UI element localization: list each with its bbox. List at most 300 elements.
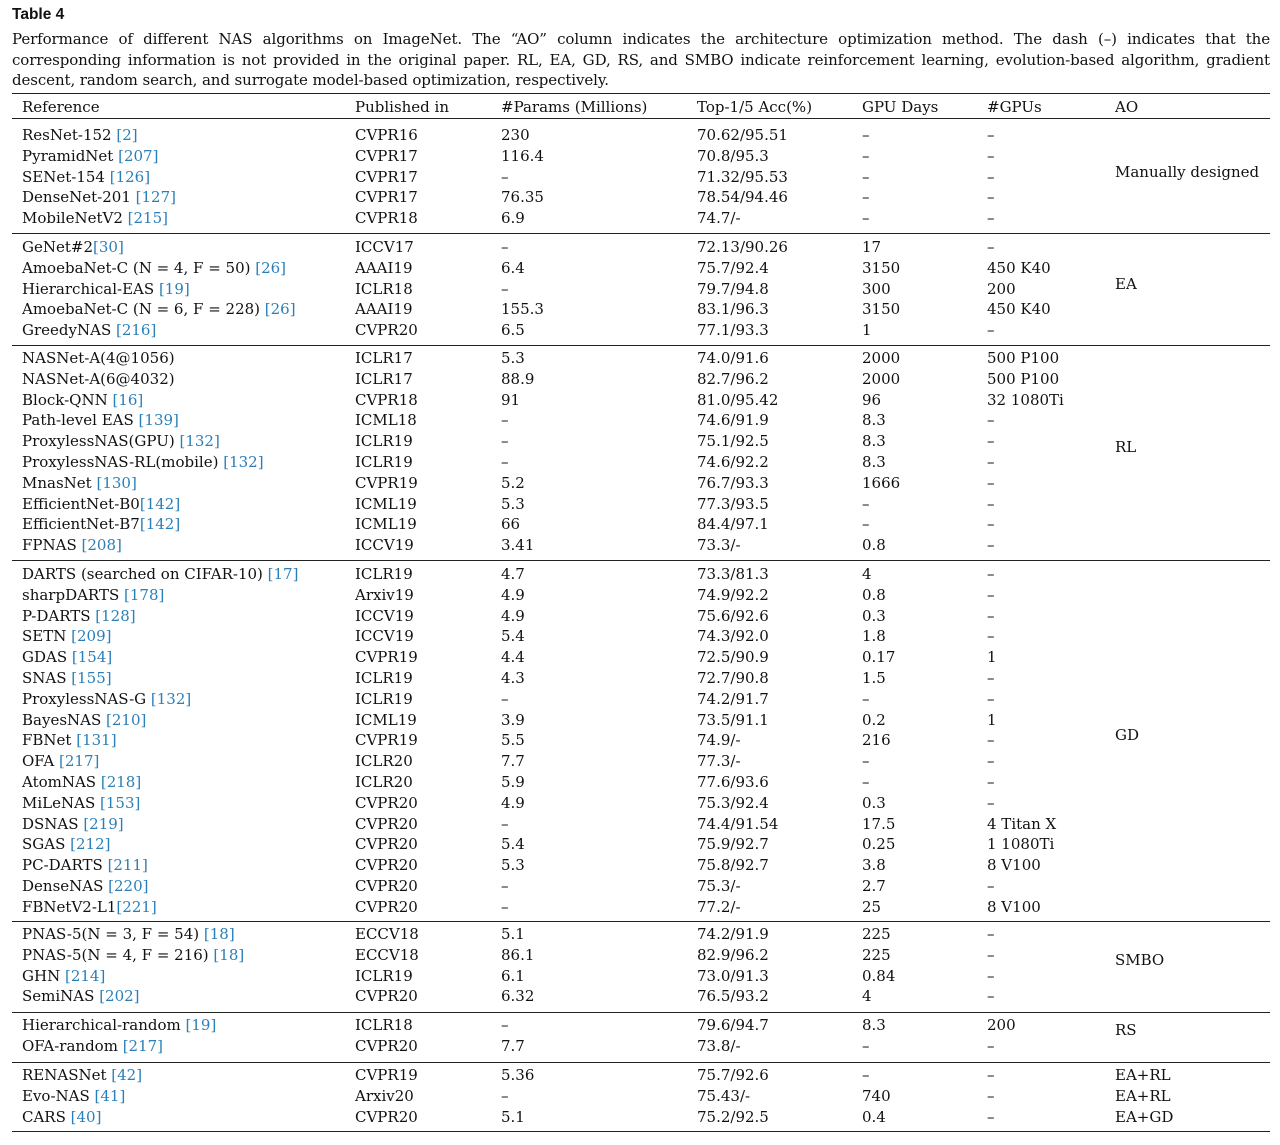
accuracy-cell: 73.3/81.3: [697, 565, 769, 583]
citation-link[interactable]: [142]: [139, 515, 181, 534]
gpus-cell: –: [987, 321, 995, 340]
citation-link[interactable]: [217]: [122, 1036, 164, 1055]
params-cell: 6.9: [501, 209, 525, 228]
gpus-cell: 1 1080Ti: [987, 835, 1055, 854]
params-cell: 230: [501, 126, 530, 144]
gpu-days-cell: 0.2: [862, 710, 886, 729]
params-cell: 4.9: [501, 606, 525, 625]
accuracy-cell: 75.43/-: [697, 1086, 751, 1105]
citation-link[interactable]: [131]: [76, 731, 117, 750]
params-cell: 155.3: [501, 300, 544, 319]
citation-link[interactable]: [209]: [71, 627, 112, 646]
method-name: GDAS: [22, 648, 72, 667]
reference-cell: [22, 689, 191, 710]
accuracy-cell: 76.7/93.3: [697, 473, 769, 492]
reference-cell: [22, 710, 146, 731]
published-in-cell: ECCV18: [355, 925, 419, 943]
citation-link[interactable]: [18]: [213, 945, 245, 964]
params-cell: 5.1: [501, 925, 525, 943]
gpus-cell: 8 V100: [987, 897, 1041, 916]
reference-cell: [22, 1015, 216, 1036]
published-in-cell: CVPR19: [355, 731, 418, 750]
method-name: FBNet: [22, 731, 77, 750]
citation-link[interactable]: [220]: [108, 877, 149, 895]
published-in-cell: CVPR17: [355, 146, 418, 165]
gpu-days-cell: 0.3: [862, 606, 886, 625]
published-in-cell: AAAI19: [355, 258, 413, 277]
gpu-days-cell: 225: [862, 945, 891, 964]
reference-cell: [22, 897, 157, 918]
ao-group-label: SMBO: [1115, 951, 1165, 970]
method-name: PNAS-5(N = 4, F = 216): [22, 945, 214, 964]
citation-link[interactable]: [30]: [93, 238, 124, 256]
gpu-days-cell: 1666: [862, 473, 901, 492]
method-name: MobileNetV2: [22, 209, 128, 228]
table-top-rule: [12, 93, 1270, 94]
gpu-days-cell: –: [862, 1036, 870, 1055]
gpus-cell: 32 1080Ti: [987, 390, 1064, 409]
method-name: EfficientNet-B7: [22, 515, 140, 534]
citation-link[interactable]: [208]: [81, 536, 122, 555]
citation-link[interactable]: [16]: [112, 390, 144, 409]
citation-link[interactable]: [155]: [71, 669, 112, 687]
params-cell: 4.7: [501, 565, 525, 583]
citation-link[interactable]: [42]: [111, 1066, 143, 1084]
gpu-days-cell: 0.84: [862, 966, 896, 985]
gpu-days-cell: 1.8: [862, 627, 886, 646]
method-name: Evo-NAS: [22, 1086, 95, 1105]
params-cell: 86.1: [501, 945, 535, 964]
method-name: AmoebaNet-C (N = 6, F = 228): [22, 300, 265, 319]
ao-group-label: RL: [1115, 437, 1137, 456]
params-cell: –: [501, 814, 509, 833]
citation-link[interactable]: [178]: [124, 585, 165, 604]
published-in-cell: ICLR19: [355, 966, 413, 985]
gpus-cell: –: [987, 126, 995, 144]
method-name: OFA: [22, 752, 60, 771]
gpus-cell: –: [987, 432, 995, 451]
group-separator-rule: [12, 560, 1270, 561]
gpu-days-cell: 96: [862, 390, 882, 409]
group-separator-rule: [12, 345, 1270, 346]
method-name: Hierarchical-EAS: [22, 279, 159, 298]
params-cell: 5.3: [501, 856, 525, 875]
gpu-days-cell: –: [862, 126, 870, 144]
reference-cell: [22, 876, 148, 897]
citation-link[interactable]: [26]: [255, 258, 287, 277]
published-in-cell: CVPR20: [355, 793, 418, 812]
reference-cell: [22, 410, 179, 431]
table-bottom-rule: [12, 1131, 1270, 1132]
reference-cell: [22, 855, 148, 876]
reference-cell: [22, 452, 264, 473]
reference-cell: [22, 279, 190, 300]
citation-link[interactable]: [19]: [158, 279, 190, 298]
gpu-days-cell: 2000: [862, 349, 901, 367]
citation-link[interactable]: [153]: [100, 793, 141, 812]
gpus-cell: –: [987, 773, 995, 791]
reference-cell: [22, 814, 124, 835]
gpu-days-cell: –: [862, 689, 870, 708]
params-cell: –: [501, 1016, 509, 1034]
citation-link[interactable]: [130]: [96, 473, 137, 492]
ao-group-label: Manually designed: [1115, 162, 1260, 181]
gpu-days-cell: 225: [862, 925, 891, 943]
method-name: Block-QNN: [22, 390, 113, 409]
accuracy-cell: 73.5/91.1: [697, 710, 769, 729]
gpus-cell: –: [987, 793, 995, 812]
method-name: SETN: [22, 627, 72, 646]
accuracy-cell: 70.62/95.51: [697, 126, 788, 144]
citation-link[interactable]: [17]: [267, 565, 299, 583]
gpus-cell: –: [987, 536, 995, 555]
citation-link[interactable]: [19]: [185, 1016, 217, 1034]
accuracy-cell: 74.9/-: [697, 731, 741, 750]
gpus-cell: –: [987, 966, 995, 985]
params-cell: 3.9: [501, 710, 525, 729]
header-rule: [12, 118, 1270, 119]
reference-cell: [22, 585, 164, 606]
params-cell: –: [501, 238, 509, 256]
gpu-days-cell: 300: [862, 279, 891, 298]
published-in-cell: AAAI19: [355, 300, 413, 319]
published-in-cell: ICLR17: [355, 349, 413, 367]
reference-cell: [22, 924, 235, 945]
method-name: NASNet-A(4@1056): [22, 349, 175, 367]
method-name: PC-DARTS: [22, 856, 108, 875]
accuracy-cell: 75.7/92.6: [697, 1066, 769, 1084]
method-name: ProxylessNAS-G: [22, 689, 151, 708]
params-cell: –: [501, 453, 509, 471]
gpus-cell: –: [987, 238, 995, 256]
params-cell: 5.4: [501, 627, 525, 646]
accuracy-cell: 75.7/92.4: [697, 258, 769, 277]
column-header: #Params (Millions): [501, 98, 648, 116]
params-cell: 7.7: [501, 1036, 525, 1055]
gpu-days-cell: 3150: [862, 300, 901, 319]
method-name: ResNet-152: [22, 126, 117, 144]
params-cell: –: [501, 411, 509, 430]
citation-link[interactable]: [126]: [109, 167, 151, 186]
gpus-cell: –: [987, 188, 995, 207]
published-in-cell: Arxiv20: [355, 1086, 414, 1105]
gpus-cell: 8 V100: [987, 856, 1041, 875]
reference-cell: [22, 208, 168, 229]
gpu-days-cell: –: [862, 752, 870, 771]
reference-cell: [22, 564, 298, 585]
column-header: GPU Days: [862, 98, 939, 116]
reference-cell: [22, 494, 180, 515]
accuracy-cell: 74.2/91.7: [697, 689, 769, 708]
reference-cell: [22, 668, 112, 689]
params-cell: 4.9: [501, 585, 525, 604]
gpus-cell: –: [987, 606, 995, 625]
published-in-cell: CVPR20: [355, 856, 418, 875]
gpus-cell: –: [987, 627, 995, 646]
reference-cell: [22, 167, 150, 188]
reference-cell: [22, 390, 143, 411]
citation-link[interactable]: [202]: [99, 987, 140, 1006]
params-cell: 4.4: [501, 648, 525, 667]
accuracy-cell: 77.6/93.6: [697, 773, 769, 791]
reference-cell: [22, 320, 156, 341]
citation-link[interactable]: [211]: [107, 856, 148, 875]
gpus-cell: –: [987, 877, 995, 895]
published-in-cell: ICCV19: [355, 536, 414, 555]
accuracy-cell: 75.6/92.6: [697, 606, 769, 625]
method-name: ProxylessNAS-RL(mobile): [22, 453, 224, 471]
published-in-cell: ICCV17: [355, 238, 414, 256]
accuracy-cell: 74.0/91.6: [697, 349, 769, 367]
gpus-cell: –: [987, 1036, 995, 1055]
gpus-cell: –: [987, 167, 995, 186]
citation-link[interactable]: [214]: [64, 966, 106, 985]
gpu-days-cell: –: [862, 209, 870, 228]
column-header: #GPUs: [987, 98, 1042, 116]
reference-cell: [22, 945, 244, 966]
gpus-cell: –: [987, 689, 995, 708]
published-in-cell: CVPR20: [355, 1107, 418, 1126]
published-in-cell: CVPR20: [355, 321, 418, 340]
accuracy-cell: 76.5/93.2: [697, 987, 769, 1006]
published-in-cell: Arxiv19: [355, 585, 414, 604]
citation-link[interactable]: [221]: [116, 897, 157, 916]
reference-cell: [22, 1036, 163, 1057]
reference-cell: [22, 299, 296, 320]
gpus-cell: –: [987, 146, 995, 165]
accuracy-cell: 77.3/93.5: [697, 494, 769, 513]
column-header: Published in: [355, 98, 450, 116]
reference-cell: [22, 348, 175, 369]
gpu-days-cell: 17: [862, 238, 882, 256]
gpus-cell: –: [987, 1107, 995, 1126]
citation-link[interactable]: [41]: [94, 1086, 126, 1105]
accuracy-cell: 75.3/-: [697, 877, 741, 895]
method-name: FPNAS: [22, 536, 82, 555]
accuracy-cell: 75.3/92.4: [697, 793, 769, 812]
published-in-cell: CVPR20: [355, 877, 418, 895]
citation-link[interactable]: [132]: [223, 453, 264, 471]
citation-link[interactable]: [26]: [264, 300, 296, 319]
reference-cell: [22, 146, 158, 167]
accuracy-cell: 79.6/94.7: [697, 1016, 769, 1034]
gpu-days-cell: 3.8: [862, 856, 886, 875]
gpus-cell: –: [987, 565, 995, 583]
citation-link[interactable]: [132]: [179, 432, 220, 451]
published-in-cell: CVPR19: [355, 1066, 418, 1084]
published-in-cell: ICLR20: [355, 773, 413, 791]
accuracy-cell: 72.13/90.26: [697, 238, 788, 256]
method-name: RENASNet: [22, 1066, 112, 1084]
reference-cell: [22, 772, 141, 793]
published-in-cell: CVPR20: [355, 987, 418, 1006]
gpu-days-cell: 8.3: [862, 1016, 886, 1034]
gpu-days-cell: 0.8: [862, 536, 886, 555]
reference-cell: [22, 473, 137, 494]
citation-link[interactable]: [132]: [150, 689, 192, 708]
gpu-days-cell: –: [862, 188, 870, 207]
params-cell: 5.3: [501, 494, 525, 513]
gpu-days-cell: 17.5: [862, 814, 896, 833]
gpus-cell: –: [987, 1086, 995, 1105]
citation-link[interactable]: [139]: [138, 411, 179, 430]
reference-cell: [22, 730, 117, 751]
reference-cell: [22, 751, 99, 772]
params-cell: 4.9: [501, 793, 525, 812]
method-name: EfficientNet-B0: [22, 494, 140, 513]
accuracy-cell: 72.5/90.9: [697, 648, 769, 667]
params-cell: –: [501, 1086, 509, 1105]
published-in-cell: ICML19: [355, 494, 417, 513]
accuracy-cell: 78.54/94.46: [697, 188, 788, 207]
method-name: P-DARTS: [22, 606, 96, 625]
method-name: SENet-154: [22, 167, 110, 186]
gpus-cell: –: [987, 209, 995, 228]
params-cell: –: [501, 689, 509, 708]
gpus-cell: –: [987, 669, 995, 687]
method-name: GreedyNAS: [22, 321, 116, 340]
ao-cell: EA+GD: [1115, 1107, 1174, 1126]
params-cell: 6.5: [501, 321, 525, 340]
ao-group-label: EA: [1115, 274, 1137, 293]
published-in-cell: CVPR19: [355, 473, 418, 492]
accuracy-cell: 74.3/92.0: [697, 627, 769, 646]
params-cell: –: [501, 432, 509, 451]
reference-cell: [22, 626, 111, 647]
accuracy-cell: 77.2/-: [697, 897, 741, 916]
citation-link[interactable]: [217]: [59, 752, 100, 771]
params-cell: 6.4: [501, 258, 525, 277]
reference-cell: [22, 647, 112, 668]
published-in-cell: CVPR18: [355, 209, 418, 228]
reference-cell: [22, 793, 140, 814]
gpus-cell: –: [987, 473, 995, 492]
reference-cell: [22, 187, 176, 208]
gpu-days-cell: 1.5: [862, 669, 886, 687]
gpus-cell: 500 P100: [987, 349, 1060, 367]
gpu-days-cell: –: [862, 515, 870, 534]
citation-link[interactable]: [215]: [127, 209, 168, 228]
citation-link[interactable]: [127]: [135, 188, 176, 207]
accuracy-cell: 74.9/92.2: [697, 585, 769, 604]
params-cell: 6.32: [501, 987, 535, 1006]
reference-cell: [22, 369, 175, 390]
accuracy-cell: 73.0/91.3: [697, 966, 769, 985]
citation-link[interactable]: [210]: [106, 710, 147, 729]
reference-cell: [22, 1086, 125, 1107]
reference-cell: [22, 986, 140, 1007]
method-name: SGAS: [22, 835, 71, 854]
accuracy-cell: 74.4/91.54: [697, 814, 779, 833]
group-separator-rule: [12, 233, 1270, 234]
published-in-cell: ICLR18: [355, 279, 413, 298]
accuracy-cell: 73.3/-: [697, 536, 741, 555]
accuracy-cell: 82.9/96.2: [697, 945, 769, 964]
params-cell: 7.7: [501, 752, 525, 771]
method-name: FBNetV2-L1: [22, 897, 117, 916]
reference-cell: [22, 1065, 142, 1086]
citation-link[interactable]: [128]: [95, 606, 136, 625]
gpu-days-cell: 8.3: [862, 453, 886, 471]
published-in-cell: ICCV19: [355, 627, 414, 646]
method-name: AtomNAS: [22, 773, 101, 791]
citation-link[interactable]: [216]: [115, 321, 157, 340]
published-in-cell: CVPR16: [355, 126, 418, 144]
gpu-days-cell: 1: [862, 321, 872, 340]
accuracy-cell: 84.4/97.1: [697, 515, 769, 534]
gpus-cell: –: [987, 752, 995, 771]
citation-link[interactable]: [212]: [70, 835, 111, 854]
ao-cell: EA+RL: [1115, 1066, 1171, 1084]
method-name: PyramidNet: [22, 146, 119, 165]
citation-link[interactable]: [219]: [83, 814, 124, 833]
gpu-days-cell: –: [862, 146, 870, 165]
column-header: AO: [1115, 98, 1139, 116]
reference-cell: [22, 237, 124, 258]
params-cell: 5.1: [501, 1107, 525, 1126]
gpu-days-cell: 3150: [862, 258, 901, 277]
reference-cell: [22, 125, 138, 146]
published-in-cell: ICML19: [355, 515, 417, 534]
citation-link[interactable]: [40]: [70, 1107, 102, 1126]
citation-link[interactable]: [142]: [139, 494, 181, 513]
gpu-days-cell: –: [862, 494, 870, 513]
method-name: BayesNAS: [22, 710, 107, 729]
gpus-cell: 200: [987, 279, 1016, 298]
gpus-cell: –: [987, 945, 995, 964]
published-in-cell: CVPR20: [355, 1036, 418, 1055]
method-name: ProxylessNAS(GPU): [22, 432, 180, 451]
column-header: Top-1/5 Acc(%): [697, 98, 813, 116]
published-in-cell: ICML18: [355, 411, 417, 430]
accuracy-cell: 74.2/91.9: [697, 925, 769, 943]
params-cell: 116.4: [501, 146, 544, 165]
params-cell: 3.41: [501, 536, 535, 555]
accuracy-cell: 75.1/92.5: [697, 432, 769, 451]
published-in-cell: ECCV18: [355, 945, 419, 964]
reference-cell: [22, 606, 136, 627]
accuracy-cell: 77.1/93.3: [697, 321, 769, 340]
method-name: CARS: [22, 1107, 71, 1126]
gpu-days-cell: 740: [862, 1086, 891, 1105]
accuracy-cell: 74.7/-: [697, 209, 741, 228]
group-separator-rule: [12, 1062, 1270, 1063]
params-cell: 66: [501, 515, 521, 534]
reference-cell: [22, 966, 105, 987]
accuracy-cell: 79.7/94.8: [697, 279, 769, 298]
method-name: AmoebaNet-C (N = 4, F = 50): [22, 258, 256, 277]
reference-cell: [22, 1107, 101, 1128]
citation-link[interactable]: [218]: [100, 773, 142, 791]
group-separator-rule: [12, 921, 1270, 922]
table-label: Table 4: [12, 6, 65, 23]
method-name: GHN: [22, 966, 65, 985]
published-in-cell: ICLR19: [355, 669, 413, 687]
citation-link[interactable]: [2]: [116, 126, 138, 144]
citation-link[interactable]: [207]: [118, 146, 159, 165]
method-name: sharpDARTS: [22, 585, 125, 604]
reference-cell: [22, 535, 122, 556]
citation-link[interactable]: [18]: [203, 925, 235, 943]
accuracy-cell: 75.2/92.5: [697, 1107, 769, 1126]
published-in-cell: CVPR20: [355, 814, 418, 833]
citation-link[interactable]: [154]: [71, 648, 113, 667]
gpus-cell: 500 P100: [987, 369, 1060, 388]
params-cell: 76.35: [501, 188, 544, 207]
method-name: SemiNAS: [22, 987, 100, 1006]
published-in-cell: ICLR17: [355, 369, 413, 388]
gpus-cell: 4 Titan X: [987, 814, 1057, 833]
